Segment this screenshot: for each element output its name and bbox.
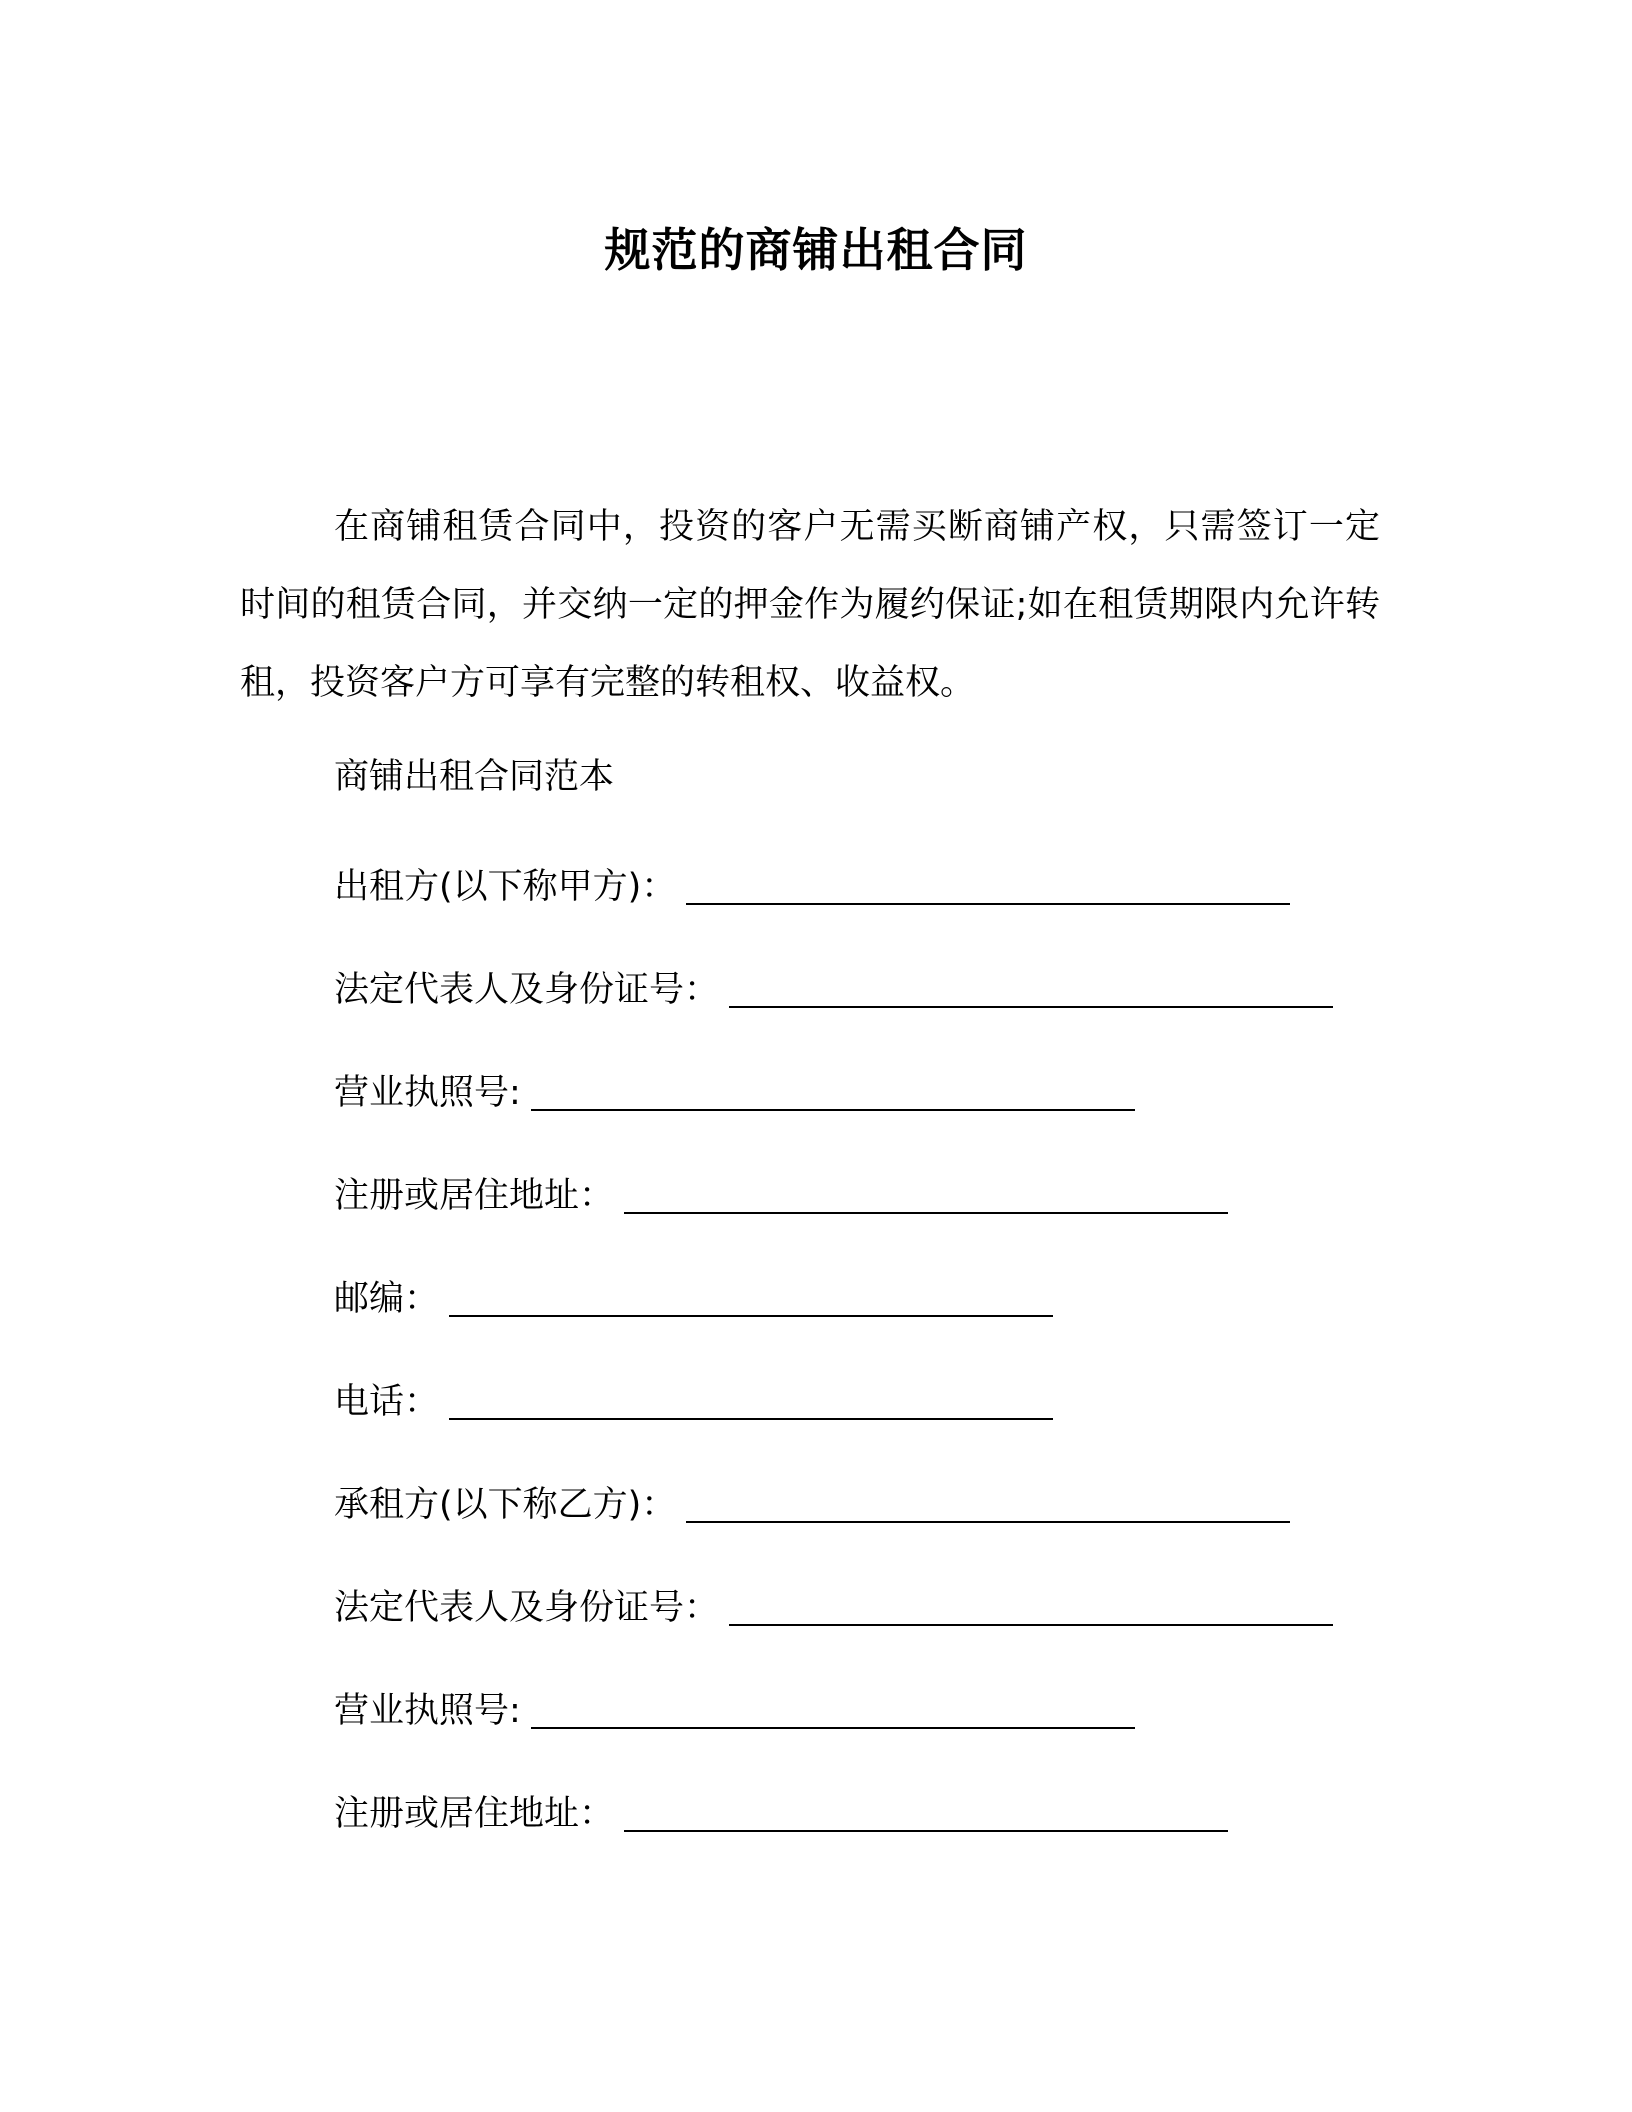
fill-in-blank-line	[531, 1109, 1135, 1111]
lessee-name-field	[334, 1480, 1290, 1530]
fill-in-blank-line	[729, 1624, 1333, 1626]
fill-in-blank-line	[449, 1418, 1053, 1420]
fill-in-blank-line	[686, 1521, 1290, 1523]
lessor-business-license-field	[334, 1068, 1135, 1118]
lessee-representative-id-field	[334, 1583, 1333, 1633]
fill-in-blank-line	[531, 1727, 1135, 1729]
field-label: 法定代表人及身份证号：	[334, 970, 720, 1010]
section-heading: 商铺出租合同范本	[334, 757, 615, 797]
fill-in-blank-line	[686, 903, 1290, 905]
intro-paragraph: 在商铺租赁合同中，投资的客户无需买断商铺产权，只需签订一定时间的租赁合同，并交纳一定的押金作为履约保证;如在租赁期限内允许转租，投资客户方可享有完整的转租权、收益权。	[240, 507, 1380, 703]
field-label: 注册或居住地址：	[334, 1794, 615, 1834]
lessor-name-field	[334, 862, 1290, 912]
lessor-phone-field	[334, 1377, 1053, 1427]
lessor-postcode-field	[334, 1274, 1053, 1324]
field-label: 邮编：	[334, 1279, 440, 1319]
field-label: 承租方(以下称乙方)：	[334, 1485, 677, 1525]
field-label: 营业执照号:	[334, 1073, 521, 1113]
field-label: 法定代表人及身份证号：	[334, 1588, 720, 1628]
lessee-address-field	[334, 1789, 1228, 1839]
fill-in-blank-line	[729, 1006, 1333, 1008]
lessor-representative-id-field	[334, 965, 1333, 1015]
field-label: 出租方(以下称甲方)：	[334, 867, 677, 907]
fill-in-blank-line	[624, 1212, 1228, 1214]
fill-in-blank-line	[449, 1315, 1053, 1317]
document-title: 规范的商铺出租合同	[604, 223, 1028, 277]
fill-in-blank-line	[624, 1830, 1228, 1832]
lessee-business-license-field	[334, 1686, 1135, 1736]
field-label: 电话：	[334, 1382, 440, 1422]
field-label: 营业执照号:	[334, 1691, 521, 1731]
field-label: 注册或居住地址：	[334, 1176, 615, 1216]
lessor-address-field	[334, 1171, 1228, 1221]
